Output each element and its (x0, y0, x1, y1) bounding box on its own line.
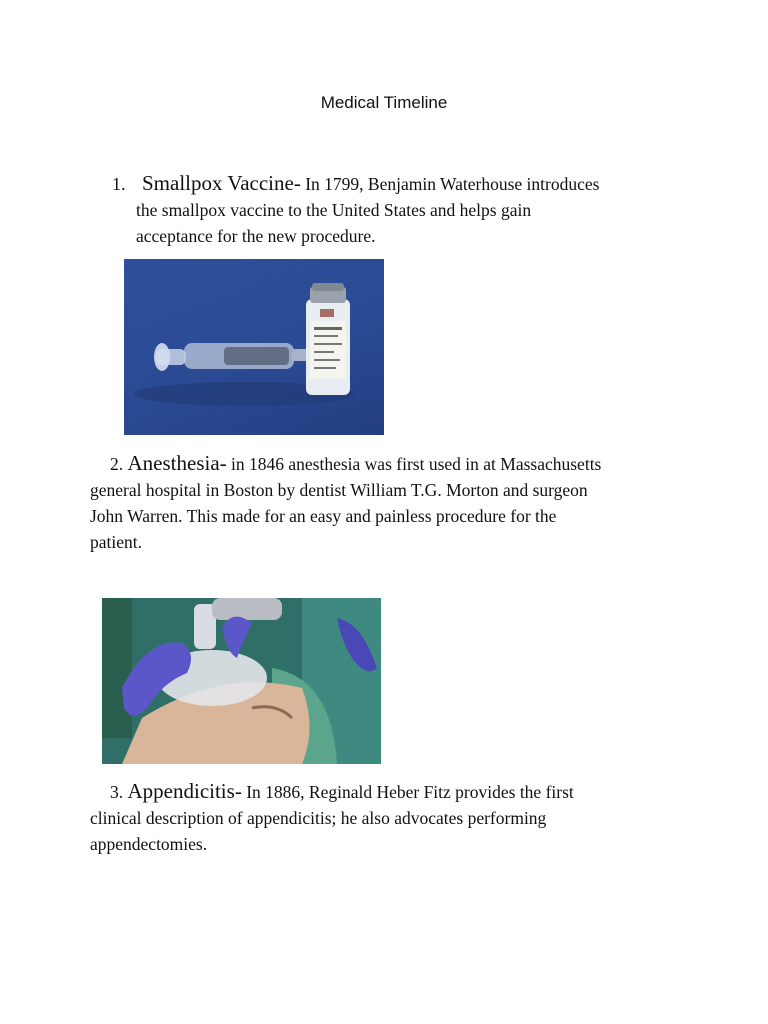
entry-text: In 1799, Benjamin Waterhouse introduces (305, 174, 600, 194)
vaccine-syringe-image (124, 259, 384, 435)
entry-text: the smallpox vaccine to the United States and helps gain (136, 200, 532, 220)
entry-text: appendectomies. (90, 834, 208, 854)
entry-term: Anesthesia- (127, 451, 227, 475)
timeline-entry-smallpox (112, 170, 692, 249)
entry-text: patient. (90, 532, 142, 552)
timeline-entry-anesthesia (90, 450, 690, 555)
entry-text: clinical description of appendicitis; he also advocates performing (90, 808, 547, 828)
entry-text: John Warren. This made for an easy and painless procedure for the (90, 506, 557, 526)
entry-number: 2. (110, 454, 124, 474)
entry-text: in 1846 anesthesia was first used in at Massachusetts (231, 454, 602, 474)
entry-number: 3. (110, 782, 124, 802)
entry-text: acceptance for the new procedure. (136, 226, 376, 246)
anesthesia-mask-image (102, 598, 381, 764)
entry-text: general hospital in Boston by dentist William T.G. Morton and surgeon (90, 480, 588, 500)
entry-term: Appendicitis- (127, 779, 242, 803)
entry-text: In 1886, Reginald Heber Fitz provides the first (246, 782, 574, 802)
timeline-entry-appendicitis (90, 778, 690, 857)
entry-term: Smallpox Vaccine- (142, 171, 301, 195)
entry-number: 1. (112, 174, 126, 194)
page-title: Medical Timeline (320, 93, 448, 112)
